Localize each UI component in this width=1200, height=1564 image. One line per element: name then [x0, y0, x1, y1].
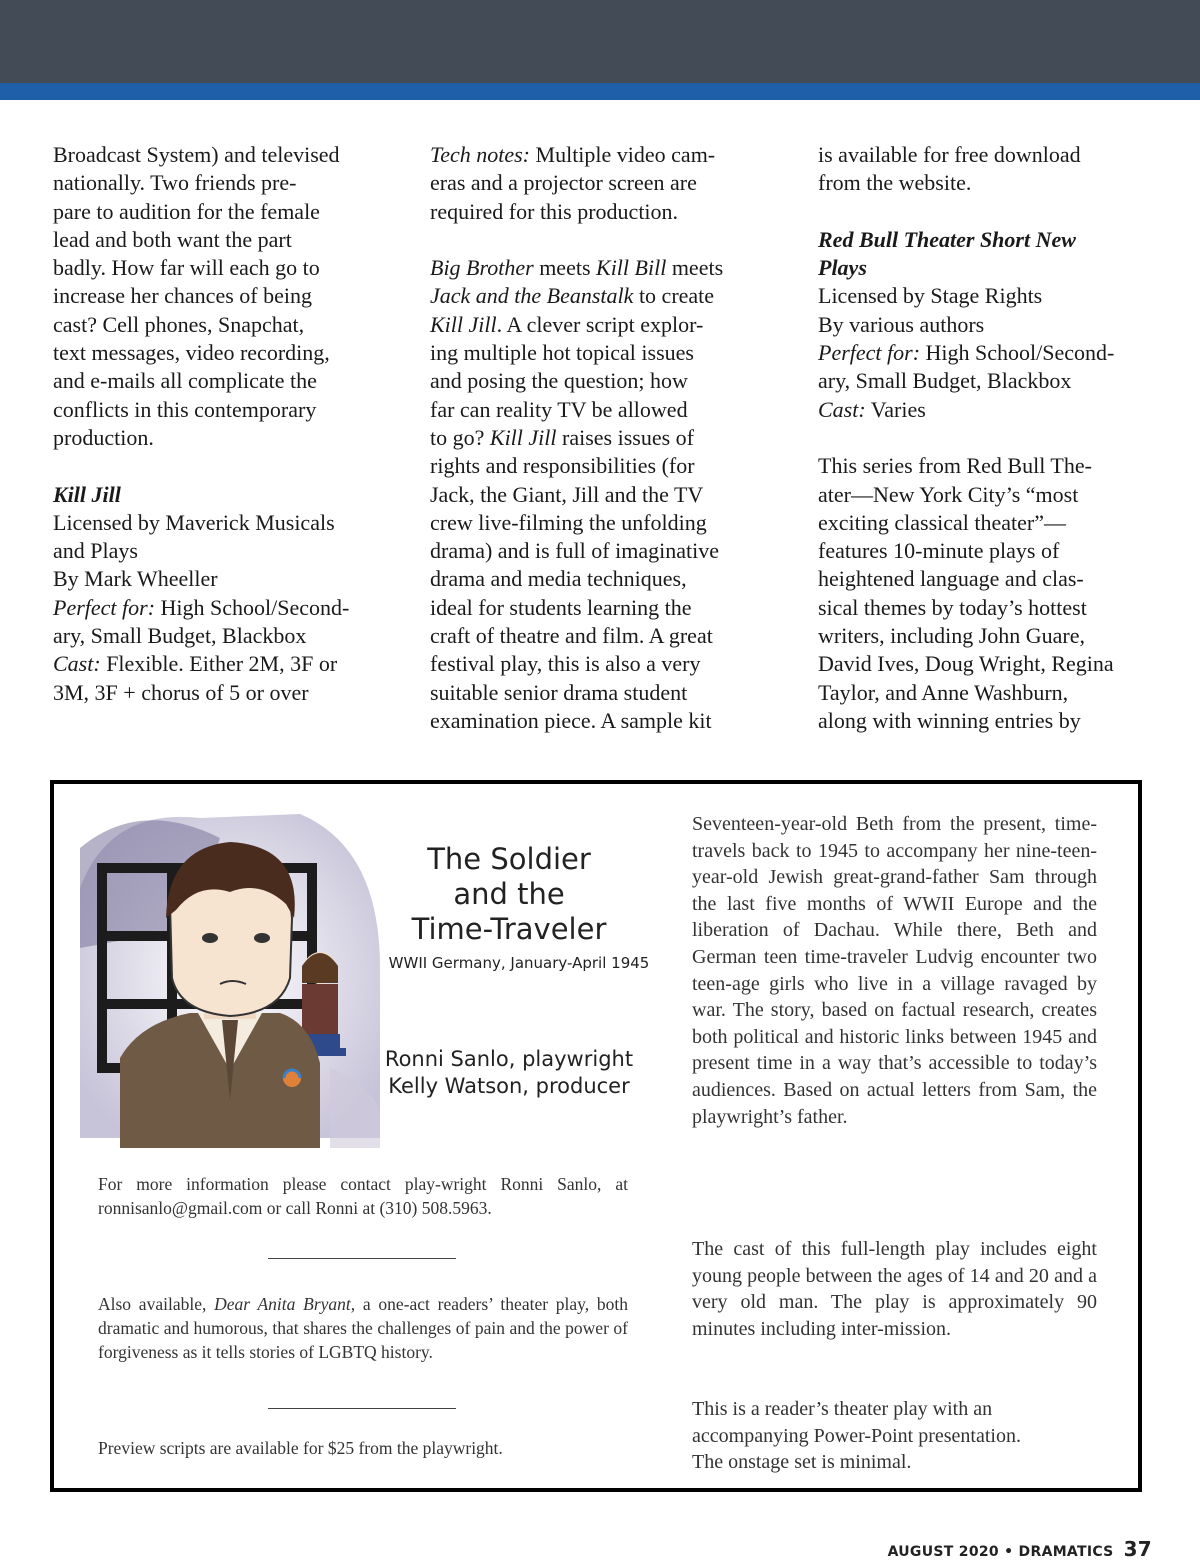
- cast-value: Varies: [865, 396, 926, 422]
- cast-info: The cast of this full-length play includes eight young people between the ages of 14 and 20 and a very old man. The play is approximately 90 minutes including inter-mission.: [692, 1238, 1097, 1340]
- author: By Mark Wheeller: [53, 566, 218, 592]
- footer-label: AUGUST 2020 • DRAMATICS: [887, 1544, 1114, 1560]
- text: a one-act readers’ theater play, both dramatic and humorous, that shares the challenges of pain and the power of forgiveness as it tells stories of LGBTQ history.: [98, 1294, 629, 1362]
- col2-line: rights and responsibilities (for: [430, 453, 695, 479]
- cast: [818, 396, 1163, 424]
- staging-note: [692, 1396, 1097, 1476]
- divider: [268, 1408, 456, 1409]
- title-line: The Soldier: [427, 842, 591, 876]
- col3-line: Taylor, and Anne Washburn,: [818, 679, 1069, 705]
- col2-line: [430, 254, 775, 282]
- col1-line: increase her chances of being: [53, 283, 312, 309]
- text: to go?: [430, 424, 490, 450]
- col1-line: cast? Cell phones, Snapchat,: [53, 311, 305, 337]
- play-advertisement: [50, 780, 1142, 1492]
- col1-line: conflicts in this contemporary: [53, 396, 317, 422]
- text: . A clever script explor-: [496, 311, 704, 337]
- play-description: Seventeen-year-old Beth from the present, time-travels back to 1945 to accompany her nine-teen-year-old Jewish great-grand-father Sam through the last five months of WWII Europe and the liberation of Dachau. While there, Beth and German teen time-traveler Ludvig encounter two teen-age girls who live in a village ravaged by war. The story, based on factual research, creates both political and historic links between 1945 and present time in a way that’s accessible to today’s audiences. Based on actual letters from Sam, the playwright’s father.: [692, 813, 1097, 1128]
- col3-line: from the website.: [818, 170, 972, 196]
- col1-line: nationally. Two friends pre-: [53, 170, 297, 196]
- cast: [53, 650, 398, 678]
- col1-line: text messages, video recording,: [53, 340, 330, 366]
- col2-line: required for this production.: [430, 198, 679, 224]
- col2-line: crew live-filming the unfolding: [430, 509, 707, 535]
- col3-line: David Ives, Doug Wright, Regina: [818, 651, 1114, 677]
- col1-line: badly. How far will each go to: [53, 255, 320, 281]
- italic-title: Dear Anita Bryant,: [214, 1294, 356, 1314]
- column-3: [818, 141, 1163, 735]
- ad-subtitle: WWII Germany, January-April 1945: [388, 954, 650, 972]
- perfect-for-value: High School/Second-: [920, 340, 1115, 366]
- col2-line: [430, 424, 775, 452]
- perfect-for-cont: ary, Small Budget, Blackbox: [53, 623, 307, 649]
- licensed-by-cont: and Plays: [53, 538, 138, 564]
- soldier-illustration: [80, 808, 390, 1148]
- col1-line: lead and both want the part: [53, 226, 292, 252]
- preview-scripts: Preview scripts are available for $25 from the playwright.: [98, 1438, 503, 1458]
- italic-title: Kill Jill: [489, 424, 557, 450]
- col1-line: and e-mails all complicate the: [53, 368, 317, 394]
- italic-title: Jack and the Beanstalk: [430, 283, 634, 309]
- col2-line: drama and media techniques,: [430, 566, 687, 592]
- col3-line: This series from Red Bull The-: [818, 453, 1092, 479]
- note-line: accompanying Power-Point presentation.: [692, 1424, 1021, 1447]
- italic-title: Kill Bill: [596, 255, 667, 281]
- title-line: Time-Traveler: [411, 912, 607, 946]
- header-stripe: [0, 83, 1200, 100]
- kill-jill-title: Kill Jill: [53, 481, 121, 507]
- italic-title: Big Brother: [430, 255, 534, 281]
- cast-value: Flexible. Either 2M, 3F or: [100, 651, 338, 677]
- text: Also available,: [98, 1294, 215, 1314]
- italic-title: Kill Jill: [430, 311, 497, 337]
- col2-line: suitable senior drama student: [430, 679, 688, 705]
- perfect-for-cont: ary, Small Budget, Blackbox: [818, 368, 1072, 394]
- col3-line: sical themes by today’s hottest: [818, 594, 1087, 620]
- col2-line: craft of theatre and film. A great: [430, 623, 713, 649]
- col2-line: and posing the question; how: [430, 368, 688, 394]
- licensed-by: Licensed by Maverick Musicals: [53, 509, 335, 535]
- col3-line: features 10-minute plays of: [818, 538, 1060, 564]
- author: By various authors: [818, 311, 985, 337]
- col2-line: festival play, this is also a very: [430, 651, 701, 677]
- col3-line: exciting classical theater”—: [818, 509, 1066, 535]
- licensed-by: Licensed by Stage Rights: [818, 283, 1043, 309]
- col2-line: examination piece. A sample kit: [430, 707, 712, 733]
- col3-line: is available for free download: [818, 142, 1081, 167]
- page-footer: [888, 1537, 1152, 1561]
- perfect-for-label: Perfect for:: [818, 340, 921, 366]
- header-band: [0, 0, 1200, 83]
- note-line: This is a reader’s theater play with an: [692, 1398, 993, 1420]
- contact-info: For more information please contact play-wright Ronni Sanlo, at ronnisanlo@gmail.com or call Ronni at (310) 508.5963.: [98, 1174, 628, 1218]
- playwright-credit: Ronni Sanlo, playwright: [384, 1047, 634, 1071]
- red-bull-title-cont: Plays: [818, 255, 867, 281]
- col2-line: ideal for students learning the: [430, 594, 692, 620]
- producer-credit: Kelly Watson, producer: [388, 1074, 630, 1098]
- also-available: [98, 1292, 628, 1364]
- col2-line: eras and a projector screen are: [430, 170, 697, 196]
- text: meets: [533, 255, 597, 281]
- ad-credits: [374, 1046, 644, 1100]
- col2-line: drama) and is full of imaginative: [430, 538, 719, 564]
- title-line: and the: [453, 877, 565, 911]
- col2-line: [430, 311, 775, 339]
- col3-line: writers, including John Guare,: [818, 623, 1085, 649]
- text: meets: [666, 255, 724, 281]
- col1-line: pare to audition for the female: [53, 198, 320, 224]
- col1-line: Broadcast System) and televised: [53, 142, 340, 167]
- col2-line: Jack, the Giant, Jill and the TV: [430, 481, 704, 507]
- ad-play-title: [394, 842, 624, 947]
- col2-line: ing multiple hot topical issues: [430, 340, 694, 366]
- perfect-for: [53, 594, 398, 622]
- page-number: 37: [1123, 1537, 1152, 1561]
- tech-notes-label: Tech notes:: [430, 142, 531, 167]
- perfect-for-label: Perfect for:: [53, 594, 156, 620]
- column-2: [430, 141, 775, 735]
- column-1: [53, 141, 398, 707]
- text: to create: [633, 283, 715, 309]
- col3-line: along with winning entries by: [818, 707, 1081, 733]
- col2-line: far can reality TV be allowed: [430, 396, 688, 422]
- col1-line: production.: [53, 424, 154, 450]
- col3-line: ater—New York City’s “most: [818, 481, 1079, 507]
- cast-label: Cast:: [818, 396, 866, 422]
- col3-line: heightened language and clas-: [818, 566, 1084, 592]
- perfect-for: [818, 339, 1163, 367]
- tech-notes: [430, 141, 775, 169]
- cast-label: Cast:: [53, 651, 101, 677]
- col2-line: [430, 282, 775, 310]
- note-line: The onstage set is minimal.: [692, 1451, 912, 1474]
- red-bull-title: Red Bull Theater Short New: [818, 226, 1076, 252]
- perfect-for-value: High School/Second-: [155, 594, 350, 620]
- tech-notes-value: Multiple video cam-: [530, 142, 716, 167]
- divider: [268, 1258, 456, 1259]
- text: raises issues of: [556, 424, 694, 450]
- cast-cont: 3M, 3F + chorus of 5 or over: [53, 679, 309, 705]
